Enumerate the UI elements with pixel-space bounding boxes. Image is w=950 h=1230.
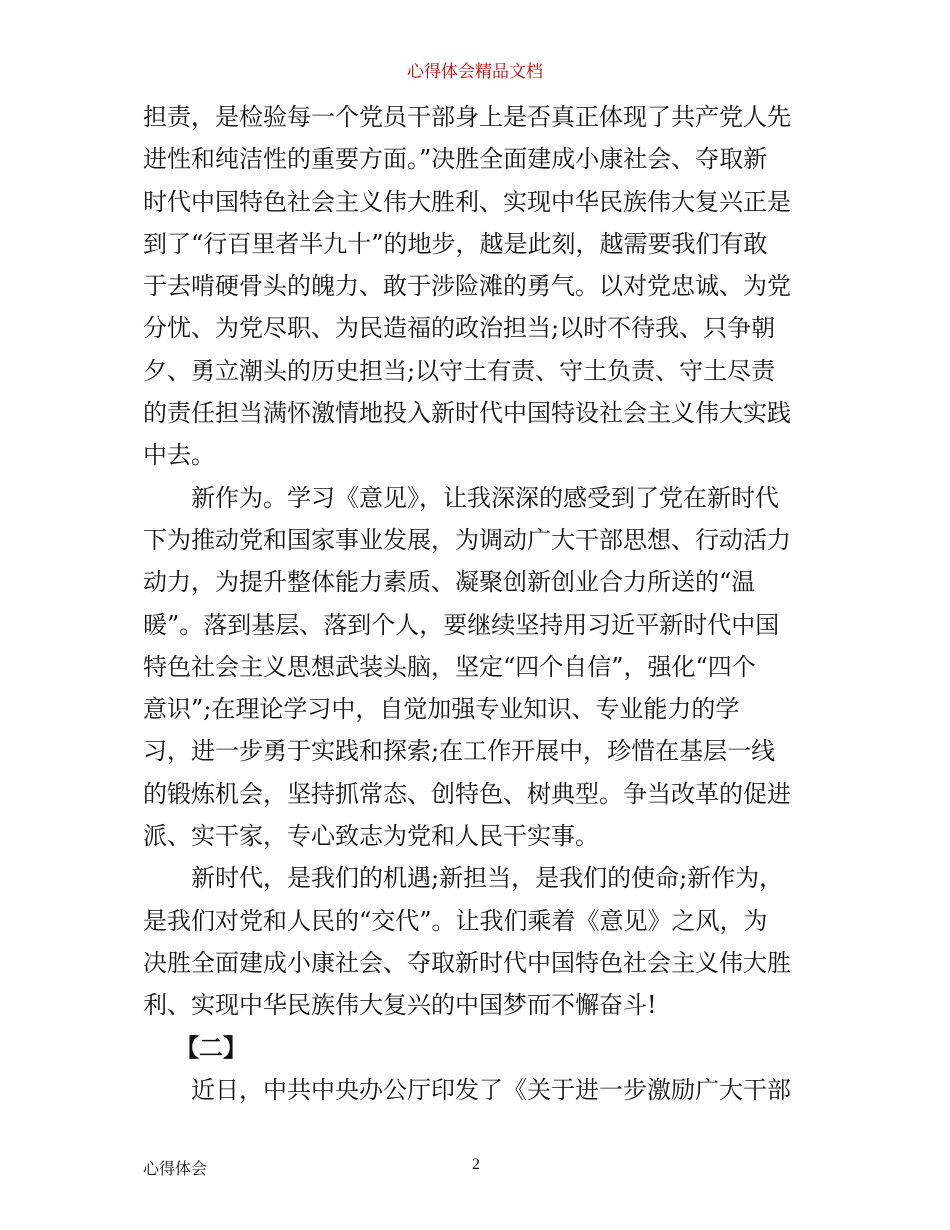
page-number: 2 bbox=[472, 1156, 480, 1173]
document-body bbox=[143, 96, 823, 1111]
text-line: 进性和纯洁性的重要方面。”决胜全面建成小康社会、夺取新 bbox=[143, 145, 768, 174]
text-line: 于去啃硬骨头的魄力、敢于涉险滩的勇气。以对党忠诚、为党 bbox=[143, 272, 791, 301]
text-line: 暖”。落到基层、落到个人，要继续坚持用习近平新时代中国 bbox=[143, 610, 780, 639]
text-line: 动力，为提升整体能力素质、凝聚创新创业合力所送的“温 bbox=[143, 568, 756, 597]
paragraph-first-line: 新作为。学习《意见》，让我深深的感受到了党在新时代 bbox=[191, 483, 779, 512]
text-line: 特色社会主义思想武装头脑，坚定“四个自信”，强化“四个 bbox=[143, 652, 756, 681]
text-line: 中去。 bbox=[143, 441, 215, 470]
text-line: 意识”;在理论学习中，自觉加强专业知识、专业能力的学 bbox=[143, 695, 740, 724]
text-line: 派、实干家，专心致志为党和人民干实事。 bbox=[143, 822, 599, 851]
text-line: 利、实现中华民族伟大复兴的中国梦而不懈奋斗! bbox=[143, 991, 657, 1020]
text-line: 夕、勇立潮头的历史担当;以守土有责、守土负责、守土尽责 bbox=[143, 356, 776, 385]
text-line: 是我们对党和人民的“交代”。让我们乘着《意见》之风，为 bbox=[143, 906, 768, 935]
page-header-title: 心得体会精品文档 bbox=[407, 62, 543, 82]
text-line: 习，进一步勇于实践和探索;在工作开展中，珍惜在基层一线 bbox=[143, 737, 776, 766]
text-line: 到了“行百里者半九十”的地步，越是此刻，越需要我们有敢 bbox=[143, 229, 768, 258]
text-line: 时代中国特色社会主义伟大胜利、实现中华民族伟大复兴正是 bbox=[143, 187, 791, 216]
footer-label: 心得体会 bbox=[143, 1159, 208, 1178]
text-line: 决胜全面建成小康社会、夺取新时代中国特色社会主义伟大胜 bbox=[143, 948, 791, 977]
text-line: 分忧、为党尽职、为民造福的政治担当;以时不待我、只争朝 bbox=[143, 314, 776, 343]
text-line: 下为推动党和国家事业发展，为调动广大干部思想、行动活力 bbox=[143, 525, 791, 554]
text-line: 担责，是检验每一个党员干部身上是否真正体现了共产党人先 bbox=[143, 103, 791, 131]
section-heading: 【二】 bbox=[175, 1032, 247, 1062]
paragraph-first-line: 近日，中共中央办公厅印发了《关于进一步激励广大干部 bbox=[191, 1075, 791, 1104]
paragraph-first-line: 新时代，是我们的机遇;新担当，是我们的使命;新作为， bbox=[191, 864, 784, 893]
text-line: 的责任担当满怀激情地投入新时代中国特设社会主义伟大实践 bbox=[143, 399, 791, 428]
text-line: 的锻炼机会，坚持抓常态、创特色、树典型。争当改革的促进 bbox=[143, 779, 791, 808]
